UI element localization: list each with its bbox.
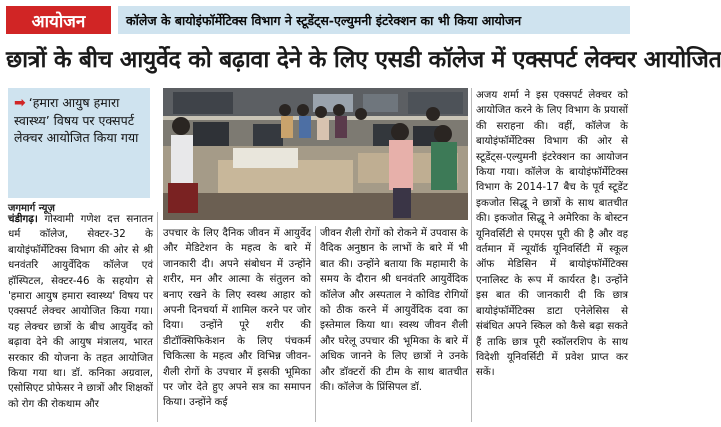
article-column-2: उपचार के लिए दैनिक जीवन में आयुर्वेद और मेडिटेशन के महत्व के बारे में जानकारी दी। अपने संबोधन में उन्होंने शरीर, मन और आत्मा के संतुलन को बनाए रखने के लिए स्वस्थ आहार को अपनी दिनचर्या में शामिल करने पर जोर दिया। उन्होंने पूरे शरीर की डीटॉक्सिफिकेशन के लिए पंचकर्म चिकित्सा के महत्व और विभिन्न जीवन-शैली रोगों के उपचार में इसकी भूमिका पर जोर देते हुए अपने सत्र का समापन किया। उन्होंने कई (163, 228, 311, 409)
highlight-text: ‘हमारा आयुष हमारा स्वास्थ्य’ विषय पर एक्सपर्ट लेक्चर आयोजित किया गया (14, 95, 139, 145)
section-tag: आयोजन (6, 6, 111, 34)
article-column-3: जीवन शैली रोगों को रोकने में उपवास के वैदिक अनुष्ठान के लाभों के बारे में भी बात की। उन्होंने बताया कि महामारी के समय के दौरान श्री धनवंतरि आयुर्वेदिक कॉलेज और अस्पताल ने कोविड रोगियों को ठीक करने में आयुर्वेदिक दवा का इस्तेमाल किया था। स्वस्थ जीवन शैली और घरेलू उपचार की भूमिका के बारे में अधिक जानने के लिए छात्रों ने उनके और डॉक्टरों की टीम के साथ बातचीत की। कॉलेज के प्रिंसिपल डॉ. (320, 228, 468, 394)
classroom-photo-illustration (163, 88, 468, 220)
article-column-1 (8, 212, 153, 422)
main-headline: छात्रों के बीच आयुर्वेद को बढ़ावा देने के लिए एसडी कॉलेज में एक्सपर्ट लेक्चर आयोजित (6, 47, 721, 73)
news-photo (163, 88, 468, 220)
column-divider (157, 212, 158, 422)
byline: जगमार्ग न्यूज़ (8, 203, 55, 214)
article-column-4: अजय शर्मा ने इस एक्सपर्ट लेक्चर को आयोजित करने के लिए विभाग के प्रयासों की सराहना की। वहीं, कॉलेज के बायोइंफॉर्मेटिक्स विभाग की ओर से स्टूडेंट्स-एल्युमनी इंटरेक्शन का आयोजन किया गया। कॉलेज के बायोइंफॉर्मेटिक्स विभाग के 2014-17 बैच के पूर्व स्टूडेंट इकजोत सिद्धू ने छात्रों के साथ बातचीत की। इकजोत सिद्धू ने अमेरिका के बोस्टन यूनिवर्सिटी से एमएस पूरी की है और वह वर्तमान में न्यूयॉर्क यूनिवर्सिटी में स्कूल ऑफ मेडिसिन में बायोइंफॉर्मेटिक्स एनालिस्ट के रूप में कार्यरत है। उन्होंने इस बात की जानकारी दी कि छात्र बायोइंफॉर्मेटिक्स डाटा एनेलेसिस से संबंधित अपने स्किल को कैसे बढ़ा सकते हैं ताकि छात्र पूरी स्कॉलरशिप के साथ विदेशी यूनिवर्सिटी में प्रवेश प्राप्त कर सकें। (476, 90, 628, 379)
highlight-box (8, 88, 150, 198)
kicker-headline: कॉलेज के बायोइंफॉर्मेटिक्स विभाग ने स्टूडेंट्स-एल्युमनी इंटरेक्शन का भी किया आयोजन (118, 6, 630, 34)
column-text: गोस्वामी गणेश दत्त सनातन धर्म कॉलेज, सेक्टर-32 के बायोइंफॉर्मेटिक्स विभाग की ओर से श्री धनवंतरि आयुर्वेदिक कॉलेज एवं हॉस्पिटल, सेक्टर-46 के सहयोग से 'हमारा आयुष हमारा स्वास्थ्य' विषय पर एक्सपर्ट लेक्चर आयोजित किया गया। यह लेक्चर छात्रों के बीच आयुर्वेद को बढ़ावा देने की आयुष मंत्रालय, भारत सरकार की योजना के तहत आयोजित किया गया था। डॉ. कनिका अग्रवाल, एसोसिएट प्रोफेसर ने छात्रों और शिक्षकों को रोग की रोकथाम और (8, 214, 153, 410)
column-divider (315, 226, 316, 422)
arrow-right-icon: ➡ (14, 95, 26, 111)
column-divider (471, 88, 472, 422)
dateline: चंडीगढ़। (8, 214, 38, 225)
